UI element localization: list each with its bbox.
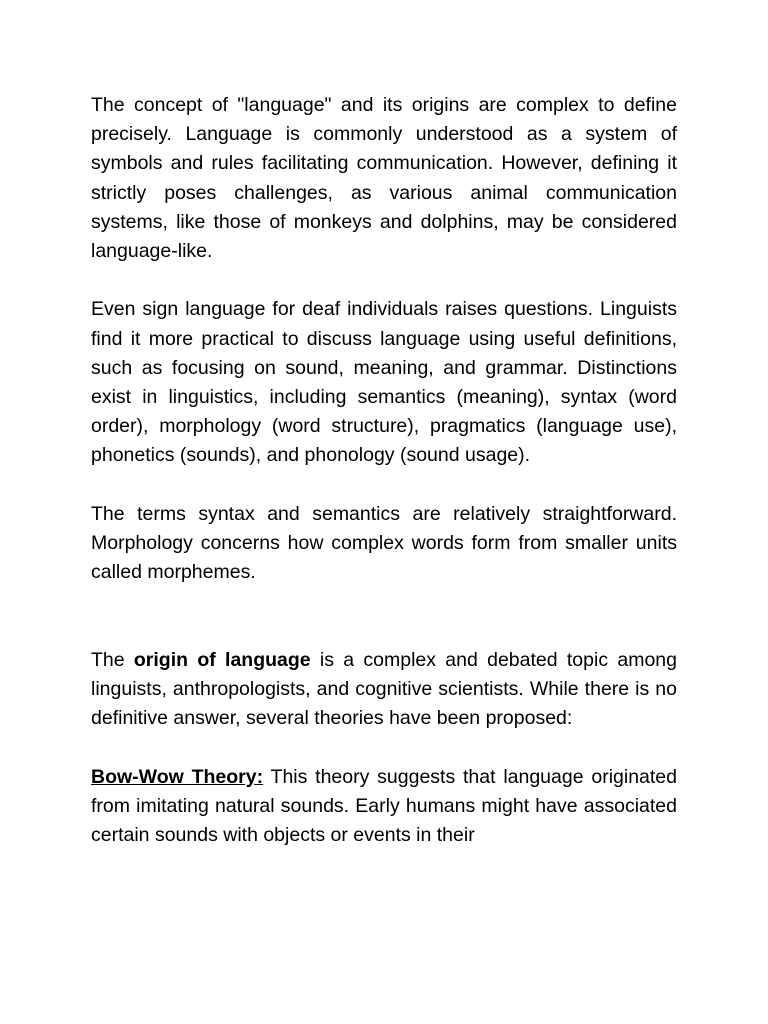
bow-wow-theory-text: This theory suggests that language originated from imitating natural sounds. Early humans might have associated certain sounds with objects or events in their: [91, 765, 677, 847]
origin-of-language-term: origin of language: [133, 648, 311, 671]
paragraph-origin-of-language: [91, 646, 677, 734]
paragraph-bow-wow-theory: [91, 763, 677, 851]
paragraph-language-concept: The concept of "language" and its origins are complex to define precisely. Language is commonly understood as a system of symbols and rules facilitating communication. However, defining it strictly poses challenges, as various animal communication systems, like those of monkeys and dolphins, may be considered language-like.: [91, 94, 677, 263]
origin-body-text: is a complex and debated topic among linguists, anthropologists, and cognitive scientists. While there is no definitive answer, several theories have been proposed:: [91, 648, 677, 730]
paragraph-spacer: [91, 266, 677, 295]
document-page: [91, 91, 677, 850]
paragraph-linguistics-distinctions: Even sign language for deaf individuals raises questions. Linguists find it more practical to discuss language using useful definitions, such as focusing on sound, meaning, and grammar. Distinctions exist in linguistics, including semantics (meaning), syntax (word order), morphology (word structure), pragmatics (language use), phonetics (sounds), and phonology (sound usage).: [91, 298, 677, 467]
paragraph-syntax-semantics: The terms syntax and semantics are relatively straightforward. Morphology concerns how complex words form from smaller units called morphemes.: [91, 502, 677, 584]
paragraph-spacer: [91, 733, 677, 762]
section-spacer: [91, 587, 677, 645]
bow-wow-theory-heading: Bow-Wow Theory:: [91, 765, 264, 788]
origin-intro-text: The: [91, 648, 134, 671]
paragraph-spacer: [91, 471, 677, 500]
